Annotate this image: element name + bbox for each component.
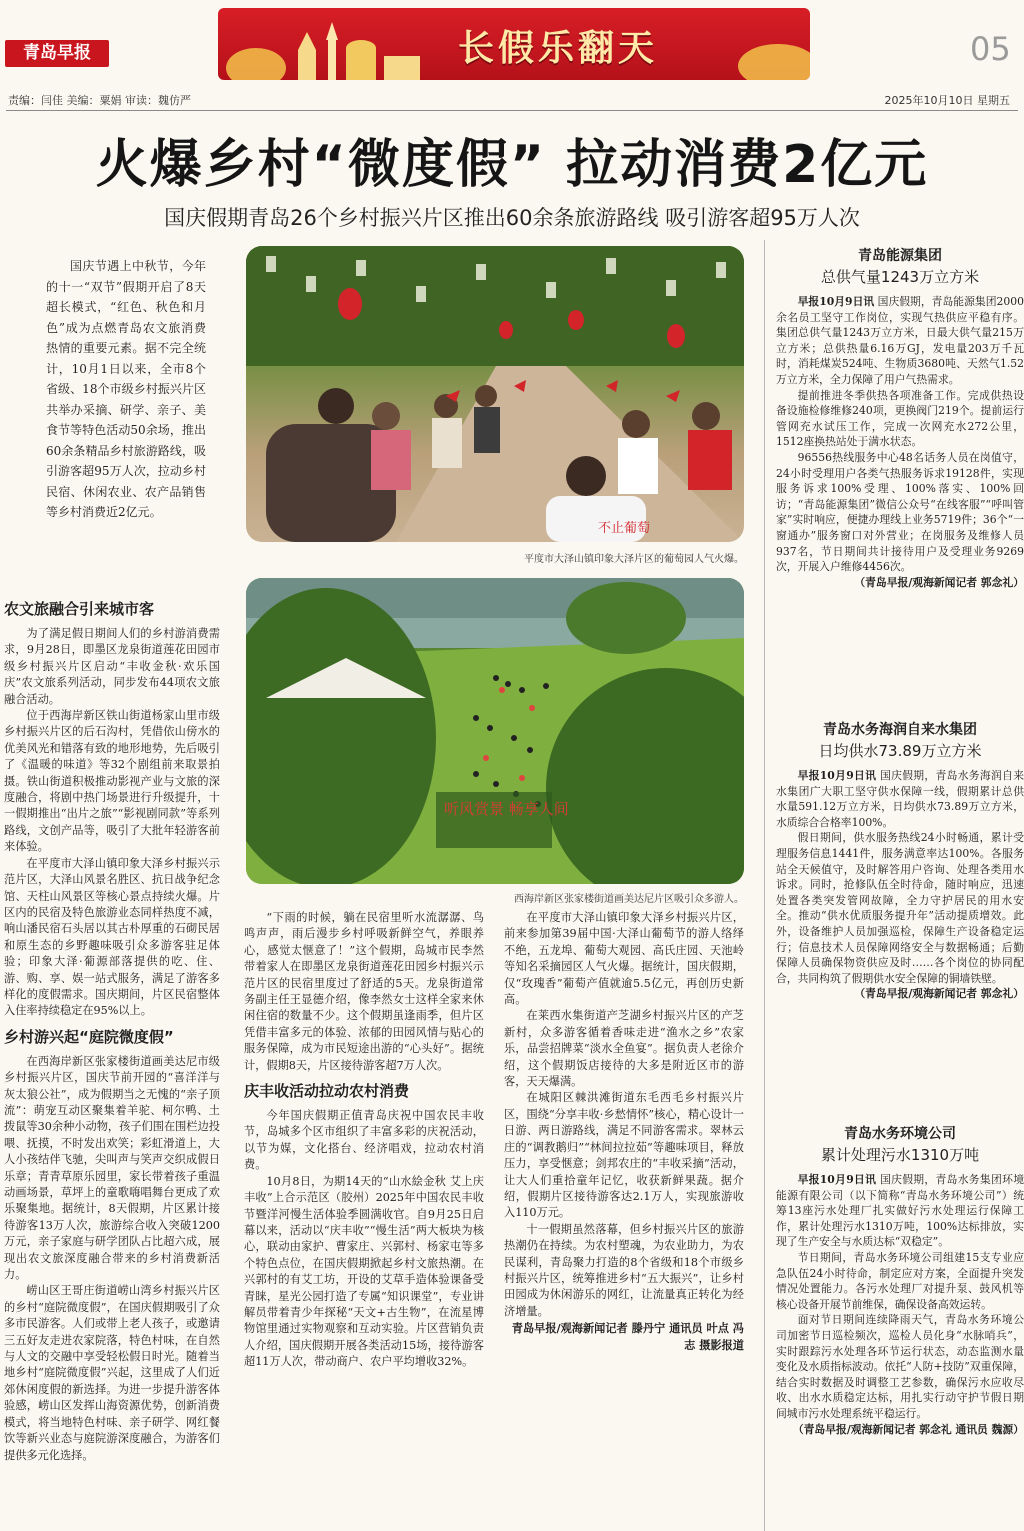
- paragraph: 国庆假期，青岛能源集团2000余名员工坚守工作岗位，实现气热供应平稳有序。集团总供气量1243万立方米，日最大供气量215万立方米；总供热量6.16万GJ，发电量203万千瓦时，消耗煤炭524吨、生物质3680吨、天然气1.52万立方米，全力保障了用户气热需求。: [776, 295, 1024, 386]
- dateline: 早报10月9日讯: [797, 1173, 877, 1186]
- lawn-photo: [246, 578, 744, 884]
- subheadline: 国庆假期青岛26个乡村振兴片区推出60余条旅游路线 吸引游客超95万人次: [164, 206, 860, 230]
- paragraph: 在平度市大泽山镇印象大泽乡村振兴示范片区，大泽山风景名胜区、抗日战争纪念馆、天柱山风景区等核心景点持续火爆。片区内的民宿及特色旅游业态同样热度不减，响山潘民宿石头居以其古朴厚重的石砌民居和原生态的乡野趣味吸引众多游客驻足体验；印象大泽·葡源部落提供的吃、住、游、购、享、娱一站式服务，满足了游客多样化的度假需求。国庆期间，片区民宿整体入住率持续稳定在95%以上。: [4, 856, 220, 1018]
- paragraph: 为了满足假日期间人们的乡村游消费需求，9月28日，即墨区龙泉街道莲花田园市级乡村振兴片区启动“丰收金秋·欢乐国庆”农文旅系列活动，同步发布44项农文旅融合活动。: [4, 627, 220, 706]
- brief-title: 青岛水务海润自来水集团: [823, 722, 977, 738]
- brief-water: [776, 720, 1024, 1100]
- paragraph: 国庆假期，青岛水务海润自来水集团广大职工坚守供水保障一线，假期累计总供水量591.12万立方米，日均供水73.89万立方米，水质综合合格率100%。: [776, 769, 1024, 829]
- paragraph: 位于西海岸新区铁山街道杨家山里市级乡村振兴片区的后石沟村，凭借依山傍水的优美风光和错落有致的地形地势，先后吸引了《温暖的味道》等32个剧组前来取景拍摄。铁山街道积极推动影视产业与文旅的深度融合，将剧中热门场景进行升级提升，十一假期推出“出片之旅”“影视剧同款”等系列路线，文创产品等，吸引了大批年轻游客前来体验。: [4, 709, 220, 854]
- paragraph: 96556热线服务中心48名话务人员在岗值守，24小时受理用户各类气热服务诉求19128件，实现服务诉求100%受理、100%落实、100%回访；“青岛能源集团”微信公众号“在线客服”“呼叫管家”实时响应，便捷办理线上业务5719件；36个“一窗通办”服务窗口对外营业；在岗服务及维修人员937名，节日期间共计接待用户及受理业务9269次，开展入户维修4456次。: [776, 450, 1024, 574]
- newspaper-logo: 青岛早报: [5, 40, 109, 67]
- section-heading: 乡村游兴起“庭院微度假”: [4, 1027, 174, 1046]
- byline: （青岛早报/观海新闻记者 郭念礼）: [854, 987, 1024, 1001]
- paragraph: 十一假期虽然落幕，但乡村振兴片区的旅游热潮仍在持续。为农村塑魂，为农业助力，为农民谋利，青岛聚力打造的8个省级和18个市级乡村振兴片区，统筹推进乡村“五大振兴”，让乡村田园成为休闲游乐的网红，让流量真正转化为经济增量。: [504, 1222, 744, 1318]
- vineyard-photo: [246, 246, 744, 542]
- banner-title: 长假乐翻天: [458, 27, 659, 69]
- brief-environment: [776, 1124, 1024, 1531]
- sign-text: 听风赏景 畅享人间: [444, 800, 569, 818]
- intro-paragraph: 国庆节遇上中秋节，今年的十一“双节”假期开启了8天超长模式，“红色、秋色和月色”成为点燃青岛农文旅消费热情的重要元素。据不完全统计，10月1日以来，全市8个省级、18个市级乡村振兴片区共举办采摘、研学、亲子、美食节等特色活动50余场，推出60余条精品乡村旅游路线，吸引游客超95万人次，拉动乡村民宿、休闲农业、农产品销售等乡村消费近2亿元。: [46, 259, 206, 519]
- dateline: 早报10月9日讯: [797, 295, 875, 308]
- paragraph: 假日期间，供水服务热线24小时畅通，累计受理服务信息1441件，服务满意率达100%。各服务站全天候值守，及时解答用户咨询、处理各类用水诉求。同时，抢修队伍全时待命，随时响应，迅速处置各类突发管网故障，全力守护居民的用水安全。推动“供水优质服务提升年”活动提质增效。此外，设备维护人员加强巡检，保障生产设备稳定运行；信息技术人员保障网络安全与数据畅通；后勤保障人员确保物资供应及时……各个岗位的协同配合，共同构筑了假期供水安全保障的铜墙铁壁。: [776, 831, 1024, 985]
- article-column-third: [504, 910, 744, 1531]
- paragraph: 崂山区王哥庄街道崂山湾乡村振兴片区的乡村“庭院微度假”，在国庆假期吸引了众多市民游客。人们或带上老人孩子，或邀请三五好友走进农家院落，特色村味，在自然与人文的交融中享受轻松假日时光。随着当地乡村“庭院微度假”兴起，这里成了人们近郊休闲度假的新选择。为进一步提升游客体验感，崂山区发挥山海资源优势，创新消费模式，将当地特色村味、亲子研学、网红餐饮等新兴业态与庭院游深度融合，为游客们提供多元化选择。: [4, 1284, 220, 1462]
- byline: （青岛早报/观海新闻记者 郭念礼 通讯员 魏源）: [792, 1422, 1024, 1436]
- paragraph: 国庆假期，青岛水务集团环境能源有限公司（以下简称“青岛水务环境公司”）统筹13座污水处理厂扎实做好污水处理运行保障工作，累计处理污水1310万吨，100%达标排放，实现了生产安全与水质达标“双稳定”。: [776, 1173, 1024, 1249]
- photo-caption: 平度市大泽山镇印象大泽片区的葡萄园人气火爆。: [524, 554, 744, 565]
- byline: （青岛早报/观海新闻记者 郭念礼）: [854, 575, 1024, 589]
- article-column-left: [4, 592, 220, 1531]
- article-column-middle: [244, 910, 484, 1531]
- divider: [6, 110, 1018, 111]
- section-heading: 农文旅融合引来城市客: [4, 600, 155, 618]
- brief-subtitle: 累计处理污水1310万吨: [820, 1146, 980, 1164]
- cloud-ornament: [738, 44, 810, 80]
- paragraph: 10月8日，为期14天的“山水絵金秋 艾上庆丰收”上合示范区（胶州）2025年中国农民丰收节暨洋河慢生活体验季圆满收官。自9月25日启幕以来，活动以“庆丰收”“慢生活”两大板块为核心，联动由家护、曹家庄、兴郭村、杨家屯等多个特色点位，在国庆假期掀起乡村文旅热潮。在兴郭村的有艾工坊，开设的艾草手造体验课备受青睐，星光公园打造了专属“知识课堂”，专业讲解员带着青少年探秘“天文+古生物”，在流星博物馆里通过实物观察和互动实验。片区营销负责人介绍，国庆假期开展各类活动15场，接待游客超11万人次，带动商户、农户平均增收32%。: [244, 1174, 484, 1369]
- brief-energy: [776, 246, 1024, 696]
- vineyard-scene: [246, 246, 744, 542]
- lawn-scene: [246, 578, 744, 884]
- paragraph: 在平度市大泽山镇印象大泽乡村振兴片区，前来参加第39届中国·大泽山葡萄节的游人络绎不绝，五龙埠、葡萄大观园、高氏庄园、天池岭等知名采摘园区人气火爆。据统计，国庆假期，仅“玫瑰香”葡萄产值就逾5.5亿元，再创历史新高。: [504, 911, 744, 1007]
- brief-subtitle: 总供气量1243万立方米: [820, 268, 980, 286]
- section-banner: [218, 8, 810, 80]
- cloud-ornament: [226, 48, 286, 80]
- byline: 青岛早报/观海新闻记者 滕丹宁 通讯员 叶点 冯志 摄影报道: [511, 1321, 744, 1352]
- dateline: 早报10月9日讯: [797, 769, 877, 782]
- shirt-text: 不止葡萄: [598, 521, 651, 536]
- brief-title: 青岛能源集团: [858, 248, 942, 264]
- section-heading: 庆丰收活动拉动农村消费: [244, 1082, 410, 1101]
- editors-line: 责编：闫佳 美编：粟娟 审读：魏仿严: [8, 94, 191, 107]
- photo-caption: 西海岸新区张家楼街道画美达尼片区吸引众多游人。: [514, 894, 744, 905]
- skyline-icon: [288, 20, 428, 80]
- paragraph: 在西海岸新区张家楼街道画美达尼市级乡村振兴片区，国庆节前开园的“喜洋洋与灰太狼公社”，成为假期当之无愧的“亲子顶流”：萌宠互动区聚集着羊驼、柯尔鸭、土拨鼠等30余种小动物，孩子们围在围栏边投喂、抚摸，不时发出欢笑；彩虹滑道上，大人小孩结伴飞驰，尖叫声与笑声交织成假日乐章；青青草原乐园里，家长带着孩子重温动画场景，草坪上的童歌嗨唱舞台更成了欢乐聚集地。据统计，8天假期，片区累计接待游客13万人次，旅游综合收入突破1200万元，亲子家庭与研学团队占比超六成，展现出农文旅深度融合带来的乡村消费新活力。: [4, 1054, 220, 1282]
- paragraph: “下雨的时候，躺在民宿里听水流潺潺、鸟鸣声声，雨后漫步乡村呼吸新鲜空气，养眼养心，感觉太惬意了！”这个假期，岛城市民李然带着家人在即墨区龙泉街道莲花田园乡村振兴示范片区的民宿里度过了舒适的5天。龙泉街道常务副主任王显德介绍，像李然女士这样全家来休闲住宿的数量不少。这个假期虽逢雨季，但片区凭借丰富多元的体验、浓郁的田园风情与贴心的服务保障，成为市民短途出游的“心头好”。据统计，假期8天，片区接待游客超7万人次。: [244, 911, 484, 1072]
- paragraph: 今年国庆假期正值青岛庆祝中国农民丰收节，岛城多个区市组织了丰富多彩的庆祝活动，以节为媒，文化搭台、经济唱戏，拉动农村消费。: [244, 1109, 484, 1172]
- main-headline: 火爆乡村“微度假” 拉动消费2亿元: [95, 135, 929, 195]
- brief-title: 青岛水务环境公司: [844, 1126, 956, 1142]
- masthead: [0, 0, 1024, 88]
- page-number: 05: [970, 30, 1011, 68]
- column-divider: [764, 240, 765, 1531]
- paragraph: 提前推进冬季供热各项准备工作。完成供热设备设施检修维修240项，更换阀门219个。提前运行管网充水试压工作，完成一次网充水272公里，1512座换热站处于满水状态。: [776, 388, 1024, 449]
- paragraph: 节日期间，青岛水务环境公司组建15支专业应急队伍24小时待命，制定应对方案，全面提升突发情况处置能力。各污水处理厂对提升泵、鼓风机等核心设备开展节前维保，确保设备高效运转。: [776, 1250, 1024, 1311]
- paragraph: 面对节日期间连续降雨天气，青岛水务环境公司加密节日巡检频次，巡检人员化身“水脉哨兵”，实时跟踪污水处理各环节运行状态，动态监测水量变化及水质指标波动。依托“人防+技防”双重保障，结合实时数据及时调整工艺参数，确保污水应收尽收、出水水质稳定达标，用扎实行动守护节假日期间城市污水处理系统平稳运行。: [776, 1313, 1024, 1420]
- issue-date: 2025年10月10日 星期五: [884, 94, 1010, 107]
- brief-subtitle: 日均供水73.89万立方米: [818, 742, 982, 760]
- paragraph: 在莱西水集街道产芝湖乡村振兴片区的产芝新村，众多游客循着香味走进“渔水之乡”农家乐，品尝招牌菜“淡水全鱼宴”。据负责人老徐介绍，这个假期饭店接待的大多是附近区市的游客，天天爆满。: [504, 1009, 744, 1089]
- paragraph: 在城阳区棘洪滩街道东毛西毛乡村振兴片区，围绕“分享丰收·乡愁情怀”核心，精心设计一日游、两日游路线，满足不同游客需求。翠林云庄的“调教鹅归”“林间拉拉茹”等趣味项目，释放压力，享受惬意；剑邦农庄的“丰收采摘”活动，让大人们重拾童年记忆，收获新鲜果蔬。据介绍，假期片区接待游客达2.1万人，实现旅游收入110万元。: [504, 1091, 744, 1220]
